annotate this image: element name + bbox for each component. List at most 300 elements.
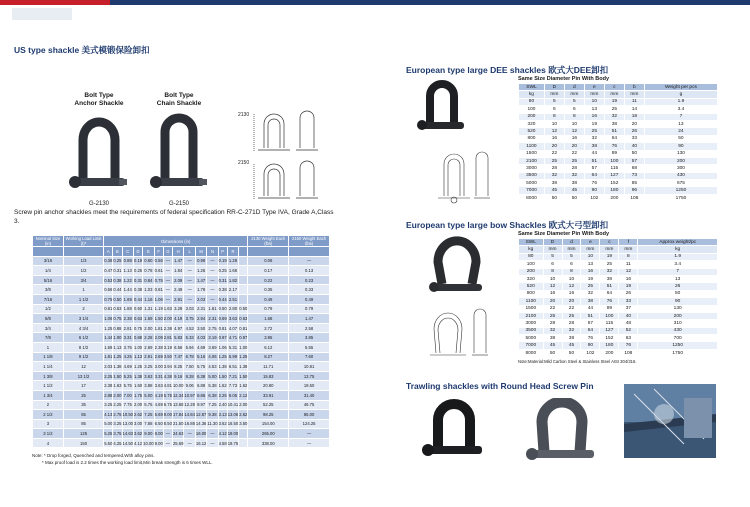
bow-table-row [519, 275, 718, 282]
us-table-cell: 2.58 [289, 323, 330, 333]
bow-table-cell: 200 [519, 268, 544, 275]
bow-table-cell: 45 [562, 342, 581, 349]
us-table-cell: — [184, 438, 195, 448]
dee-table-cell: 22 [544, 150, 564, 157]
bow-table-cell: 22 [543, 305, 562, 312]
us-table-cell: 24.63 [172, 429, 183, 439]
us-table-cell: 1.69 [143, 314, 154, 324]
us-table-cell: 0.50 [113, 294, 122, 304]
us-section-title: US type shackle 美式模锻保险卸扣 [14, 45, 150, 55]
us-note-1: Note: * Drop forged, Quenched and tempered,With alloy pins. [32, 453, 155, 458]
col-r: R [227, 247, 238, 257]
bow-table-cell: 1100 [519, 298, 544, 305]
bow-table-cell: 19 [600, 253, 619, 260]
us-table-cell: 7.50 [184, 362, 195, 372]
anchor-shackle-card [64, 92, 134, 207]
dee-table-cell: 13 [644, 120, 717, 127]
bow-table-row [519, 253, 718, 260]
bow-table-cell: 10 [562, 275, 581, 282]
us-table-cell: 1.38 [113, 362, 122, 372]
dee-table-cell: 20 [544, 143, 564, 150]
us-table-cell: 46.75 [289, 400, 330, 410]
us-table-cell [239, 275, 248, 285]
dee-col-b: b [624, 84, 644, 91]
dee-table-cell: 85 [624, 180, 644, 187]
us-table-cell: 4.69 [122, 362, 133, 372]
us-table-row [33, 304, 330, 314]
us-table-cell: 2.40 [218, 400, 227, 410]
dee-table-cell: 38 [604, 120, 624, 127]
dee-table-row [519, 98, 718, 105]
us-table-cell: 2.25 [104, 371, 113, 381]
dee-table-wrap [518, 76, 718, 202]
us-table-cell: 6.50 [154, 419, 163, 429]
trawl-shackle-icon-2 [520, 398, 606, 464]
bow-table-cell: 25 [543, 312, 562, 319]
us-table-cell: 1 3/8 [33, 371, 64, 381]
col-2130-weight: 2130 Weight Each (lbs) [248, 236, 289, 247]
dee-table-row [519, 180, 718, 187]
dee-table-cell: 25 [604, 106, 624, 113]
bow-table-cell: 13 [581, 261, 600, 268]
us-table-cell: 3.75 [184, 314, 195, 324]
us-table-cell: 7/16 [33, 294, 64, 304]
us-table-row [33, 438, 330, 448]
bow-table-cell: 6 [543, 261, 562, 268]
bow-table-cell: 430 [638, 327, 718, 334]
bow-table [518, 238, 718, 357]
bow-col-D: D [543, 239, 562, 246]
us-table-cell: 0.47 [104, 266, 113, 276]
us-table-cell: — [184, 256, 195, 266]
us-table-cell: 3.00 [154, 362, 163, 372]
dee-table-cell: 45 [564, 187, 584, 194]
dee-table-cell: 33 [624, 135, 644, 142]
us-table-cell: 5.16 [195, 352, 206, 362]
us-table-cell: 1.25 [239, 352, 248, 362]
us-table-cell: 2.31 [207, 314, 218, 324]
us-table-cell: 1 1/4 [33, 362, 64, 372]
us-table-cell: 0.81 [218, 323, 227, 333]
bow-table-cell: 108 [619, 349, 638, 356]
dee-table-cell: 16 [544, 135, 564, 142]
chain-shackle-card [144, 92, 214, 207]
dee-table-cell: 300 [644, 165, 717, 172]
us-table-cell: 8.27 [248, 352, 289, 362]
us-table-cell: 1.69 [104, 342, 113, 352]
us-table-cell: 8.25 [172, 362, 183, 372]
col-h: H [172, 247, 183, 257]
bow-table-cell: 6 [562, 261, 581, 268]
us-table-cell: 0.22 [248, 275, 289, 285]
us-table-cell: 3 [33, 419, 64, 429]
us-table-cell: 0.81 [154, 285, 163, 295]
us-table-cell: 4.81 [163, 381, 172, 391]
us-table-cell: 0.19 [133, 256, 142, 266]
dee-table-row [519, 143, 718, 150]
us-table-cell: 2.00 [133, 400, 142, 410]
us-table-cell: 0.44 [113, 285, 122, 295]
bow-table-cell: 51 [581, 312, 600, 319]
us-table-cell: — [163, 275, 172, 285]
us-table-row [33, 390, 330, 400]
us-table-cell: 10.00 [172, 381, 183, 391]
us-table-cell [239, 285, 248, 295]
us-table-cell: 52.25 [248, 400, 289, 410]
bow-table-cell: 5 [543, 253, 562, 260]
bow-table-cell: 8000 [519, 349, 544, 356]
us-table-cell: 14.36 [195, 419, 206, 429]
us-table-cell: 0.75 [154, 275, 163, 285]
dee-table-cell: 16 [564, 135, 584, 142]
trawl-section-title: Trawling shackles with Round Head Screw Pin [406, 381, 594, 391]
us-table-cell: 1.44 [122, 285, 133, 295]
us-table-cell: 2.25 [218, 390, 227, 400]
dee-col-c: c [604, 84, 624, 91]
us-table-cell: — [289, 438, 330, 448]
us-table-cell: 0.69 [218, 314, 227, 324]
us-table-cell: 2.69 [154, 352, 163, 362]
us-table-cell: 2.88 [104, 390, 113, 400]
dee-table-cell: 10 [564, 120, 584, 127]
us-table-cell: 6.78 [184, 352, 195, 362]
bow-table-cell: 64 [600, 290, 619, 297]
dee-section-title: European type large DEE shackles 欧式大DEE卸扣 [406, 65, 609, 75]
us-table-cell: 3.62 [133, 429, 142, 439]
us-table-cell [239, 438, 248, 448]
us-table-cell: 1.25 [104, 323, 113, 333]
us-table-cell: 150 [63, 438, 103, 448]
dee-table-cell: 68 [624, 165, 644, 172]
col-g: G [163, 247, 172, 257]
dee-table-cell: 32 [604, 113, 624, 120]
us-table-cell: 2.38 [154, 342, 163, 352]
us-table-cell: 5.75 [143, 400, 154, 410]
us-table-cell: 1.13 [113, 342, 122, 352]
dee-table-cell: 127 [604, 172, 624, 179]
col-e: E [143, 247, 154, 257]
dee-col-swl: SWL [519, 84, 545, 91]
us-table-cell: 0.75 [113, 314, 122, 324]
us-table-cell [239, 429, 248, 439]
bow-table-row [519, 290, 718, 297]
us-table-cell: 3.31 [154, 371, 163, 381]
us-table-cell: 1.06 [218, 342, 227, 352]
bow-col-c: c [600, 239, 619, 246]
col-dimensions: Dimensions (in) [104, 236, 248, 247]
dee-table-cell: 76 [604, 143, 624, 150]
dee-drawing [432, 144, 492, 210]
us-table-cell: 3.25 [104, 400, 113, 410]
dee-table-row [519, 135, 718, 142]
us-table-cell: 10.81 [289, 362, 330, 372]
us-table-cell: 6.88 [195, 381, 206, 391]
us-table-cell: 7.73 [227, 381, 238, 391]
us-table-cell: 0.60 [143, 256, 154, 266]
us-table-cell: 1.50 [218, 371, 227, 381]
us-table-cell: 7.25 [143, 410, 154, 420]
dee-table-cell: 3.4 [644, 106, 717, 113]
us-table-cell: 19.00 [227, 429, 238, 439]
us-table-cell: 3.50 [163, 352, 172, 362]
dee-table-cell: 12 [544, 128, 564, 135]
col-d: D [133, 247, 142, 257]
dee-table-cell: 5 [544, 98, 564, 105]
us-table-cell: 0.38 [218, 285, 227, 295]
top-accent [0, 0, 110, 5]
bow-table-cell: 37 [619, 305, 638, 312]
us-table-cell: 3.69 [207, 342, 218, 352]
us-table-cell: — [184, 294, 195, 304]
us-table-cell: 19.50 [289, 381, 330, 391]
bow-table-cell: 16 [619, 275, 638, 282]
us-table-cell: 0.13 [289, 266, 330, 276]
us-table-cell: 7.60 [289, 352, 330, 362]
bow-table-row [519, 335, 718, 342]
us-table-cell: 5.31 [227, 342, 238, 352]
us-table-cell: 1.25 [133, 362, 142, 372]
us-table-cell: 4.25 [122, 352, 133, 362]
dee-table-cell: 3000 [519, 165, 545, 172]
us-table-cell: 6 1/2 [63, 333, 103, 343]
us-table-cell: 2.91 [143, 352, 154, 362]
bow-table-row [519, 261, 718, 268]
dee-table-cell: 24 [644, 128, 717, 135]
us-table-cell: — [289, 256, 330, 266]
bow-table-cell: 33 [619, 298, 638, 305]
us-table-cell: 4.53 [207, 362, 218, 372]
bow-table-cell: 800 [519, 290, 544, 297]
dee-table-cell: 11 [624, 98, 644, 105]
dee-table-row [519, 113, 718, 120]
us-table-cell: — [163, 285, 172, 295]
us-table-cell: 1.88 [122, 304, 133, 314]
us-table-cell: 14.50 [122, 438, 133, 448]
dee-table-cell: 520 [519, 128, 545, 135]
us-table-cell: 15.83 [248, 371, 289, 381]
us-table-cell: 0.25 [218, 266, 227, 276]
dee-table-cell: 38 [564, 180, 584, 187]
us-table-row [33, 429, 330, 439]
spec-description: Screw pin anchor shackles meet the requirements of federal specification RR-C-271D Type IVA, Grade A,Class 3. [14, 209, 334, 226]
us-table-cell: 2.80 [227, 304, 238, 314]
bow-table-cell: 5 [562, 253, 581, 260]
us-table-row [33, 410, 330, 420]
bow-table-row [519, 342, 718, 349]
us-table-cell: 4 [33, 438, 64, 448]
us-table-cell: 3.63 [143, 371, 154, 381]
bow-table-cell: 40 [619, 312, 638, 319]
us-table-cell: 3.03 [184, 304, 195, 314]
us-table-cell: 5.99 [227, 352, 238, 362]
us-table-cell: 5.38 [207, 381, 218, 391]
bow-table-cell: 100 [600, 312, 619, 319]
us-table-cell: 7.00 [122, 390, 133, 400]
us-table-cell: 20.80 [248, 381, 289, 391]
us-table-cell: 3 1/4 [63, 314, 103, 324]
us-table-cell: 10.97 [184, 390, 195, 400]
dee-table-cell: 7 [644, 113, 717, 120]
bow-table-cell: 38 [543, 335, 562, 342]
us-table-cell: 0.61 [154, 266, 163, 276]
us-table-cell: 4.38 [163, 371, 172, 381]
us-table-cell: 3.00 [133, 419, 142, 429]
us-table-cell: 11.30 [207, 419, 218, 429]
dee-table-cell: 20 [564, 143, 584, 150]
us-table-cell: 2.17 [227, 285, 238, 295]
us-table-cell: 1/4 [33, 266, 64, 276]
col-a: A [104, 247, 113, 257]
dee-table-cell: 89 [604, 150, 624, 157]
us-table-row [33, 362, 330, 372]
bow-table-cell: 11 [619, 261, 638, 268]
us-table-cell: 4.13 [104, 410, 113, 420]
bow-table-cell: 3000 [519, 320, 544, 327]
dee-table-cell: 32 [544, 172, 564, 179]
us-table-cell: 1.66 [227, 266, 238, 276]
us-table-cell: 7/8 [33, 333, 64, 343]
us-table-cell: 2.03 [195, 294, 206, 304]
dee-table-row [519, 157, 718, 164]
us-table-cell: 2.94 [195, 314, 206, 324]
bow-table-cell: 57 [581, 320, 600, 327]
bow-table-cell: 38 [600, 275, 619, 282]
bow-table-cell: 700 [638, 335, 718, 342]
bow-table-cell: 10 [543, 275, 562, 282]
us-table-cell: 0.78 [143, 266, 154, 276]
bow-table-cell: 38 [562, 335, 581, 342]
us-table-row [33, 266, 330, 276]
us-table-cell: 6.38 [207, 390, 218, 400]
dee-table-row [519, 150, 718, 157]
dee-table-cell: 200 [519, 113, 545, 120]
us-table-cell: 1 1/2 [33, 381, 64, 391]
us-table-row [33, 323, 330, 333]
dee-table-row [519, 187, 718, 194]
us-table-cell: 0.97 [218, 333, 227, 343]
bow-table-cell: 38 [581, 298, 600, 305]
us-table-row [33, 381, 330, 391]
us-table-cell: 1.03 [143, 285, 154, 295]
us-table-cell: 1.00 [113, 333, 122, 343]
us-table-cell: 1.62 [218, 381, 227, 391]
us-table-cell: 1.29 [227, 256, 238, 266]
us-table-cell: 13.00 [122, 419, 133, 429]
us-table-cell: 3.95 [248, 333, 289, 343]
us-table-cell: 4.71 [227, 333, 238, 343]
bow-table-cell: 8 [543, 268, 562, 275]
bow-table-row [519, 320, 718, 327]
bow-table-cell: 102 [581, 349, 600, 356]
us-table-cell: 3.63 [154, 381, 163, 391]
bow-table-cell: 32 [543, 327, 562, 334]
anchor-shackle-label: Bolt Type Anchor Shackle [74, 92, 124, 107]
us-table-cell: — [207, 275, 218, 285]
bow-table-row [519, 312, 718, 319]
us-table-cell: 7.88 [143, 419, 154, 429]
dee-table-cell: 100 [519, 106, 545, 113]
bow-material-note: Note:Material:Mild Carbon Steel & Stainless Steel AISI 304/316. [518, 359, 637, 365]
dee-table-cell: 32 [564, 172, 584, 179]
bow-table-cell: 50 [543, 349, 562, 356]
us-table-cell: 3.85 [289, 333, 330, 343]
col-n: N [207, 247, 218, 257]
us-table-cell: 16.50 [227, 419, 238, 429]
us-table-cell: 2.00 [163, 314, 172, 324]
us-table-cell: — [184, 275, 195, 285]
trawl-photo [624, 384, 716, 458]
us-table-cell: 0.17 [248, 266, 289, 276]
us-table-cell: 5.75 [163, 390, 172, 400]
us-table-row [33, 371, 330, 381]
us-table-cell: 1.00 [133, 342, 142, 352]
dee-table-cell: 51 [604, 128, 624, 135]
us-table-cell: 1.68 [248, 314, 289, 324]
dee-table-cell: 100 [604, 157, 624, 164]
us-table-cell: 2.81 [163, 333, 172, 343]
us-table-cell: 0.75 [104, 294, 113, 304]
us-table-cell: 5.75 [195, 362, 206, 372]
us-table-cell: 0.38 [133, 285, 142, 295]
us-table-row [33, 352, 330, 362]
bow-drawing [424, 305, 494, 365]
dee-table-cell: 6 [564, 106, 584, 113]
dee-table-cell: 80 [519, 98, 545, 105]
us-table-cell: 31.40 [289, 390, 330, 400]
dee-table-row [519, 128, 718, 135]
us-table-cell: 1.50 [154, 314, 163, 324]
us-table-cell: 13.06 [227, 410, 238, 420]
dee-table-cell: 10 [584, 98, 604, 105]
us-table-cell: 9.00 [154, 438, 163, 448]
us-table-cell: 125 [63, 429, 103, 439]
us-table-cell: 17 [63, 381, 103, 391]
dee-table-cell: 13 [584, 106, 604, 113]
bow-table-cell: 45 [543, 342, 562, 349]
dee-table-cell: 51 [584, 157, 604, 164]
anchor-shackle-code: G-2130 [88, 200, 109, 207]
us-table-cell: 0.81 [104, 304, 113, 314]
us-table-cell: — [289, 429, 330, 439]
us-table-cell: 3.19 [207, 333, 218, 343]
dee-table-cell: 2100 [519, 157, 545, 164]
us-table-cell: 5.83 [172, 333, 183, 343]
bow-table-cell: 32 [600, 268, 619, 275]
col-l: L [184, 247, 195, 257]
us-table-cell: 2.69 [143, 342, 154, 352]
us-table-cell: 0.81 [239, 323, 248, 333]
us-table-cell: 3.31 [122, 333, 133, 343]
dee-table-row [519, 120, 718, 127]
us-table-cell: 2 [63, 304, 103, 314]
dee-table-cell: 320 [519, 120, 545, 127]
us-table-cell: 6.51 [227, 362, 238, 372]
bow-table-wrap [518, 231, 718, 364]
dee-table-cell: 28 [544, 165, 564, 172]
us-table-cell: 9.05 [227, 390, 238, 400]
us-table-cell: 11.71 [248, 362, 289, 372]
us-table-cell: 0.49 [248, 294, 289, 304]
us-table-cell [239, 256, 248, 266]
dee-shackle-icon [414, 78, 470, 134]
us-notes [32, 453, 213, 467]
bow-table-cell: 12 [619, 268, 638, 275]
us-table-cell: 9.00 [143, 429, 154, 439]
bow-table-cell: 1500 [519, 305, 544, 312]
shackle-technical-drawing [236, 108, 334, 204]
us-table-cell: 338.00 [248, 438, 289, 448]
dee-table-cell: 38 [544, 180, 564, 187]
